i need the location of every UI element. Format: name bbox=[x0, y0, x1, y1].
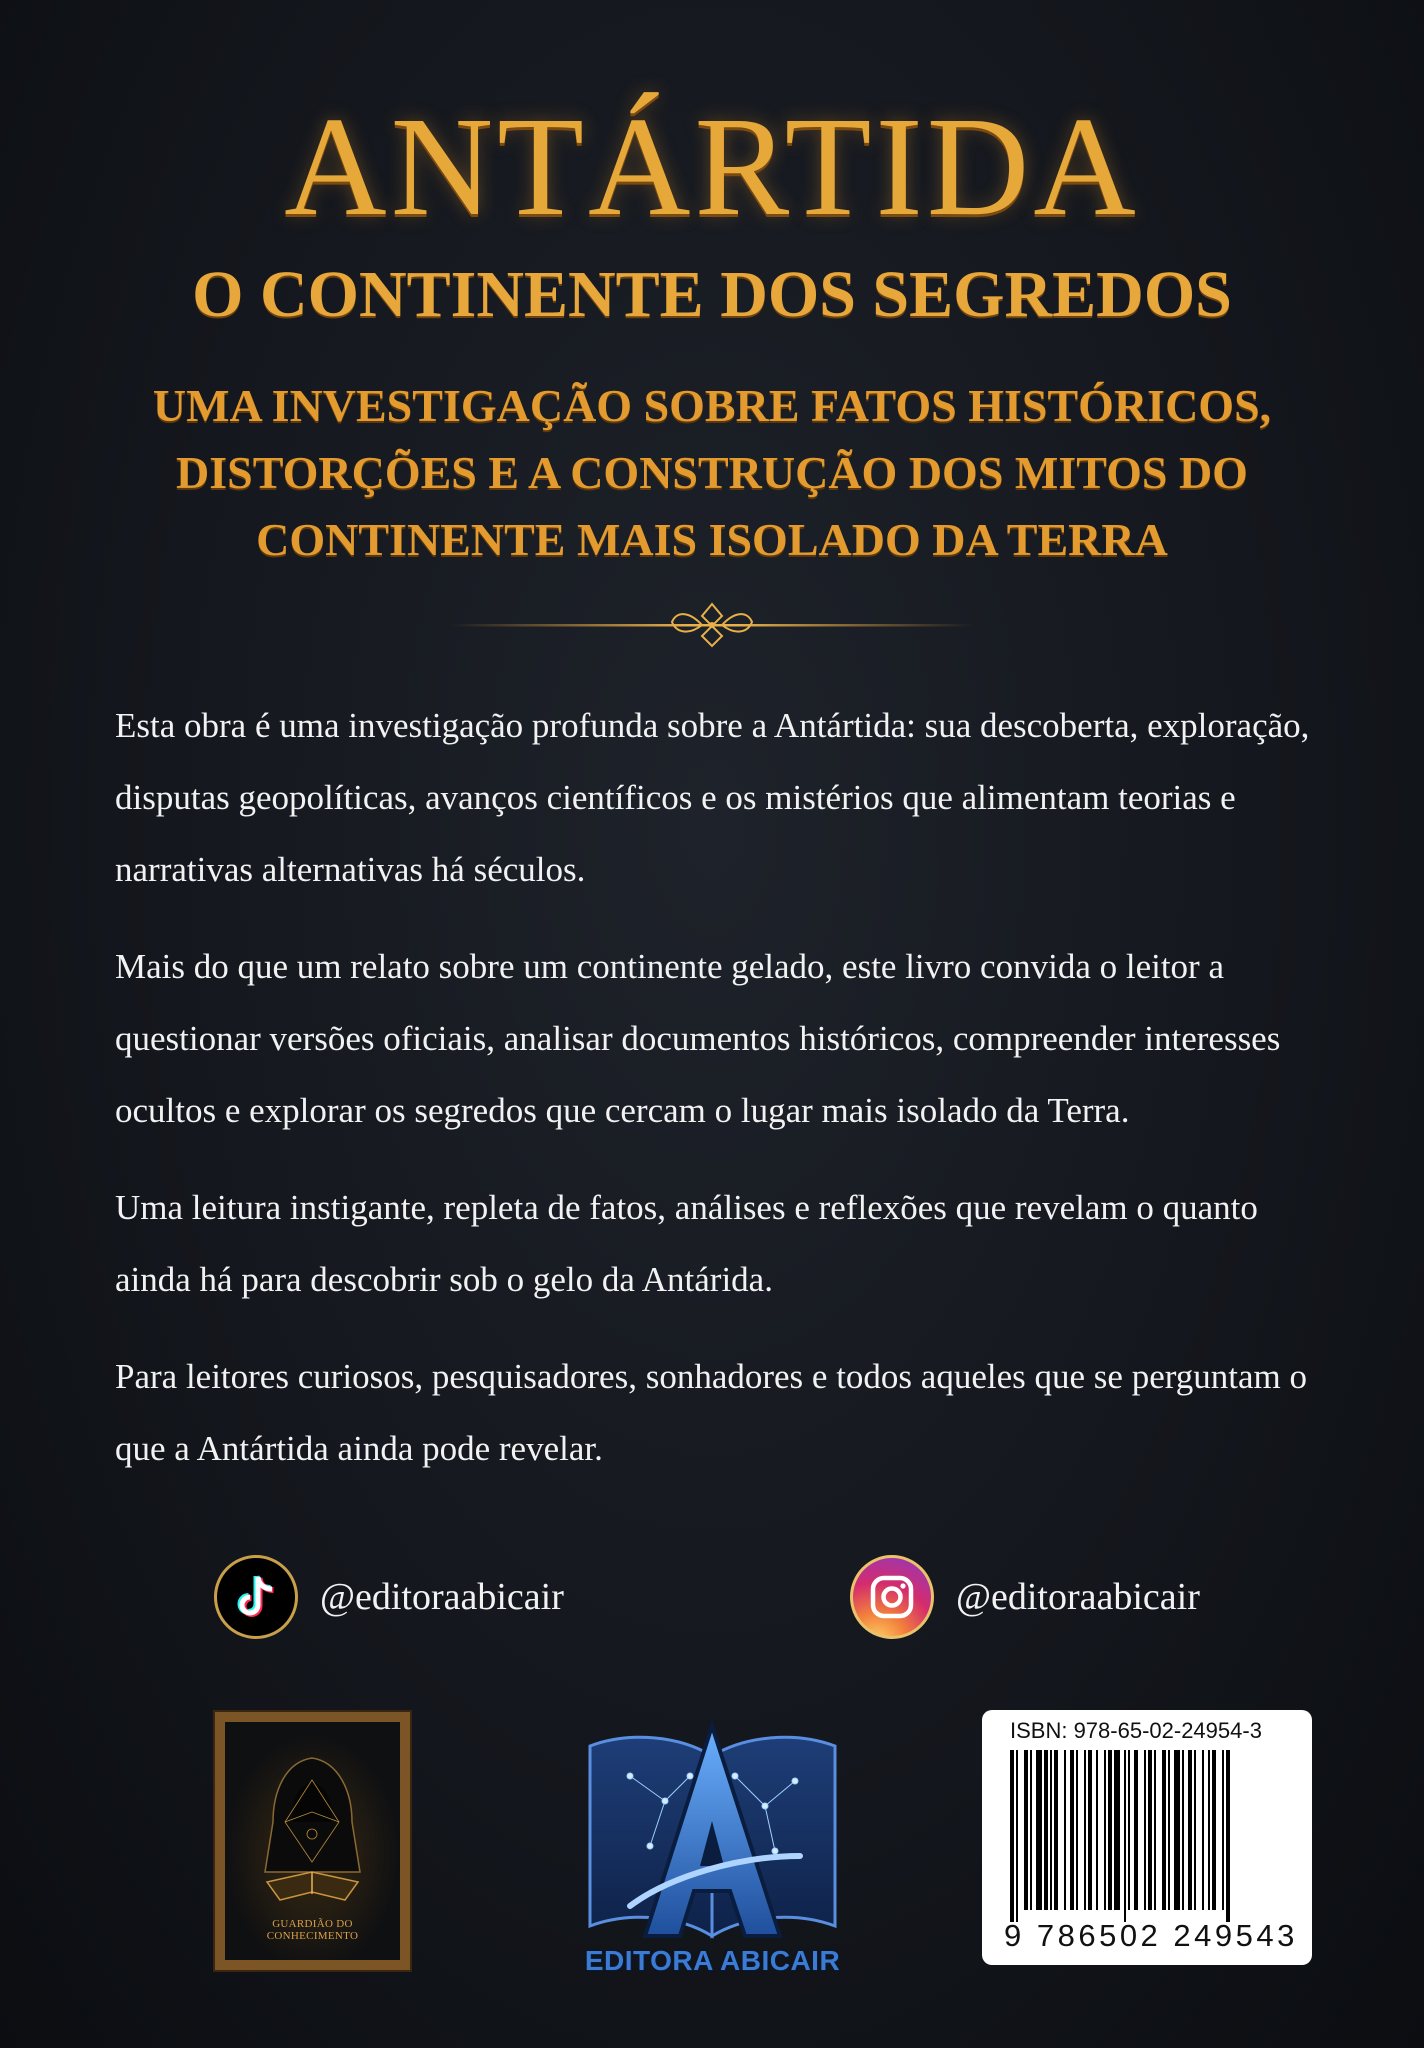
barcode-bar bbox=[1154, 1750, 1156, 1910]
barcode-bar bbox=[1096, 1750, 1098, 1910]
instagram-social[interactable] bbox=[850, 1555, 1200, 1639]
tiktok-social[interactable] bbox=[214, 1555, 564, 1639]
instagram-icon bbox=[850, 1555, 934, 1639]
barcode-bar bbox=[1088, 1750, 1092, 1910]
barcode-bar bbox=[1134, 1750, 1138, 1910]
barcode-bar bbox=[1188, 1750, 1192, 1910]
barcode-bar bbox=[1174, 1750, 1180, 1910]
back-cover-description bbox=[115, 690, 1310, 1510]
isbn-barcode bbox=[982, 1710, 1312, 1965]
barcode-bar bbox=[1208, 1750, 1210, 1910]
description-paragraph-2: Mais do que um relato sobre um continente gelado, este livro convida o leitor a questionar versões oficiais, analisar documentos históricos, compreender interesses ocultos e explorar os segredos que cercam o lugar mais isolado da Terra. bbox=[115, 947, 1281, 1130]
barcode-bar bbox=[1202, 1750, 1204, 1910]
barcode-digits: 9 786502 249543 bbox=[1004, 1918, 1298, 1953]
barcode-bar bbox=[1222, 1750, 1224, 1910]
publisher-name: EDITORA ABICAIR bbox=[584, 1945, 841, 1976]
barcode-bar bbox=[1148, 1750, 1152, 1910]
barcode-bar bbox=[1162, 1750, 1166, 1910]
book-title: ANTÁRTIDA bbox=[284, 87, 1140, 245]
barcode-bar bbox=[1212, 1750, 1216, 1910]
isbn-label: ISBN: 978-65-02-24954-3 bbox=[1010, 1718, 1262, 1743]
barcode-bar bbox=[1168, 1750, 1170, 1910]
book-subtitle: O CONTINENTE DOS SEGREDOS bbox=[192, 258, 1232, 331]
barcode-bar bbox=[1144, 1750, 1146, 1910]
barcode-bar bbox=[1024, 1750, 1028, 1910]
ornament-divider bbox=[450, 600, 974, 650]
barcode-bar bbox=[1050, 1750, 1052, 1910]
barcode-bar bbox=[1030, 1750, 1032, 1910]
book-tagline: UMA INVESTIGAÇÃO SOBRE FATOS HISTÓRICOS, DISTORÇÕES E A CONSTRUÇÃO DOS MITOS DO CONTINENTE MAIS ISOLADO DA TERRA bbox=[152, 380, 1272, 565]
frame-caption: GUARDIÃO DO CONHECIMENTO bbox=[266, 1918, 359, 1942]
tiktok-handle: @editoraabicair bbox=[320, 1576, 564, 1618]
description-paragraph-4: Para leitores curiosos, pesquisadores, sonhadores e todos aqueles que se perguntam o que a Antártida ainda pode revelar. bbox=[115, 1357, 1307, 1468]
barcode-bar bbox=[1104, 1750, 1106, 1910]
barcode-bar bbox=[1182, 1750, 1184, 1910]
description-paragraph-1: Esta obra é uma investigação profunda sobre a Antártida: sua descoberta, exploração, disputas geopolíticas, avanços científicos e os mistérios que alimentam teorias e narrativas alternativas há séculos. bbox=[115, 706, 1310, 889]
barcode-bar bbox=[1194, 1750, 1196, 1910]
tiktok-icon bbox=[214, 1555, 298, 1639]
barcode-bar bbox=[1084, 1750, 1086, 1910]
barcode-bar bbox=[1036, 1750, 1042, 1910]
barcode-bar bbox=[1108, 1750, 1112, 1910]
barcode-bar bbox=[1044, 1750, 1048, 1910]
barcode-bar bbox=[1070, 1750, 1074, 1910]
guardian-emblem-frame bbox=[215, 1712, 410, 1970]
barcode-bar bbox=[1226, 1750, 1230, 1922]
barcode-bar bbox=[1128, 1750, 1130, 1910]
barcode-bar bbox=[1054, 1750, 1058, 1910]
barcode-bar bbox=[1076, 1750, 1078, 1910]
description-paragraph-3: Uma leitura instigante, repleta de fatos, análises e reflexões que revelam o quanto ainda há para descobrir sob o gelo da Antárida. bbox=[115, 1188, 1258, 1299]
barcode-bar bbox=[1010, 1750, 1014, 1922]
barcode-bar bbox=[1016, 1750, 1018, 1922]
barcode-bars bbox=[1004, 1750, 1294, 1922]
barcode-bar bbox=[1124, 1750, 1126, 1922]
barcode-bar bbox=[1064, 1750, 1066, 1910]
instagram-handle: @editoraabicair bbox=[956, 1576, 1200, 1618]
barcode-bar bbox=[1114, 1750, 1120, 1910]
